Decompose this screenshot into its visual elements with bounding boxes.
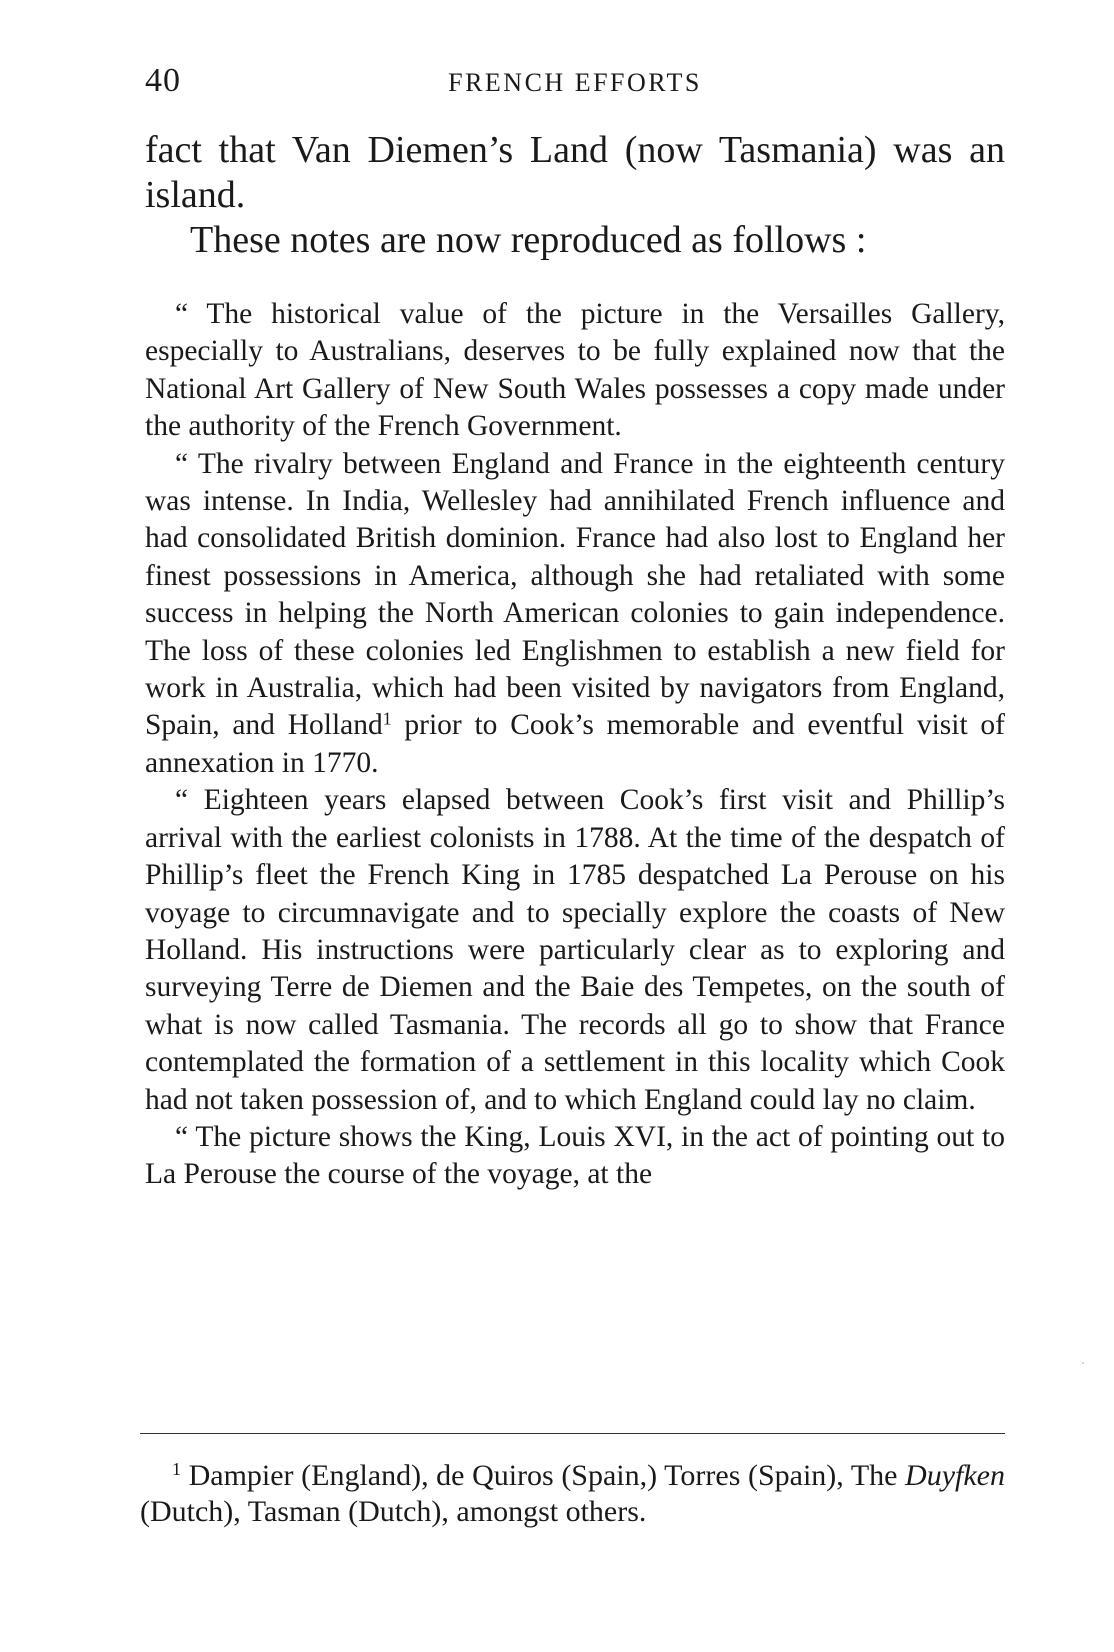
- footnote-ship-name: Duyfken: [905, 1459, 1005, 1492]
- quote-paragraph-2-text: “ The rivalry between England and France in the eighteenth century was intense. In India, Wellesley had annihilated French influence and had consolidated British dominion. France had also lost to England her finest possessions in America, although she had retaliated with some success in helping the North American colonies to gain independence. The loss of these colonies led Englishmen to establish a new field for work in Australia, which had been visited by navigators from England, Spain, and Holland: [145, 447, 1005, 742]
- quote-paragraph-1: “ The historical value of the picture in the Versailles Gallery, especially to Australians, deserves to be fully explained now that the National Art Gallery of New South Wales possesses a copy made under the authority of the French Government.: [145, 298, 1005, 443]
- footnote-marker: 1: [172, 1459, 181, 1480]
- footnote: [140, 1458, 1005, 1530]
- scan-speck: [1082, 1362, 1084, 1364]
- body-text: [145, 128, 1005, 263]
- running-head: [145, 62, 1005, 102]
- quote-paragraph-3: “ Eighteen years elapsed between Cook’s first visit and Phillip’s arrival with the earliest colonists in 1788. At the time of the despatch of Phillip’s fleet the French King in 1785 despatched La Perouse on his voyage to circumnavigate and to specially explore the coasts of New Holland. His instructions were particularly clear as to exploring and surveying Terre de Diemen and the Baie des Tempetes, on the south of what is now called Tasmania. The records all go to show that France contemplated the formation of a settlement in this locality which Cook had not taken possession of, and to which England could lay no claim.: [145, 784, 1005, 1116]
- body-paragraph-intro: These notes are now reproduced as follows :: [190, 219, 867, 261]
- quote-paragraph-2-text-continued: prior to Cook’s memorable and eventful visit of annexation in 1770.: [145, 709, 1005, 779]
- quoted-notes: [145, 296, 1005, 1194]
- footnote-reference: 1: [382, 708, 392, 729]
- footnote-text-part-1: Dampier (England), de Quiros (Spain,) Torres (Spain), The: [181, 1459, 906, 1492]
- footnote-text: [140, 1458, 1005, 1530]
- body-paragraph-continued: fact that Van Diemen’s Land (now Tasmania) was an island.: [145, 129, 1005, 216]
- page-number: 40: [145, 62, 181, 99]
- footnote-divider: [140, 1433, 1005, 1434]
- running-title: FRENCH EFFORTS: [448, 68, 702, 97]
- quote-paragraph-4: “ The picture shows the King, Louis XVI, in the act of pointing out to La Perouse the course of the voyage, at the: [145, 1120, 1005, 1191]
- footnote-text-part-2: (Dutch), Tasman (Dutch), amongst others.: [140, 1495, 647, 1528]
- quote-paragraph-2: [145, 446, 1005, 783]
